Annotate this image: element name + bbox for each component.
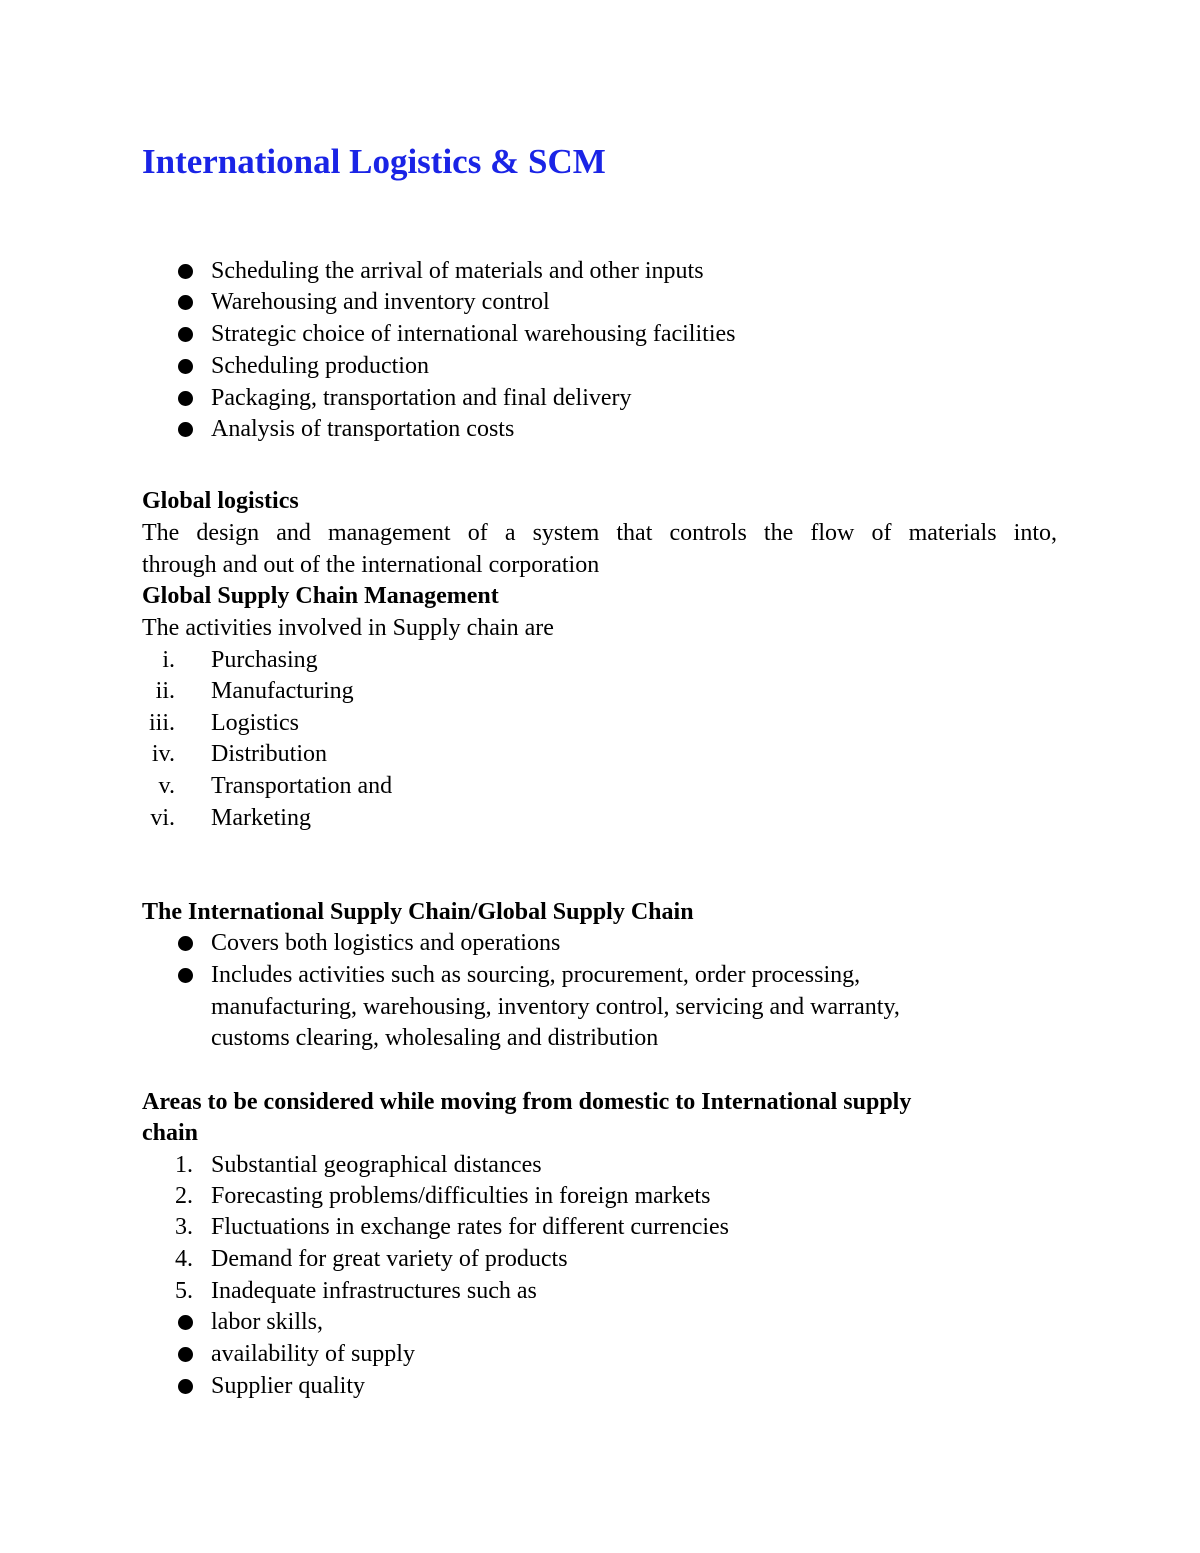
bullet-icon — [178, 968, 193, 983]
bullet-icon — [178, 264, 193, 279]
bullet-icon — [178, 327, 193, 342]
list-marker: 4. — [175, 1246, 193, 1272]
bullet-icon — [178, 936, 193, 951]
list-marker: iii. — [148, 710, 175, 736]
list-marker: 3. — [175, 1214, 193, 1240]
list-item: 3. Fluctuations in exchange rates for different currencies — [142, 1211, 1092, 1243]
list-item: Warehousing and inventory control — [142, 286, 1092, 318]
list-marker: vi. — [150, 805, 175, 831]
definition-line: through and out of the international corporation — [142, 552, 600, 578]
bullet-icon — [178, 1379, 193, 1394]
section-heading-areas-continuation: chain — [142, 1120, 199, 1146]
list-item: Supplier quality — [142, 1370, 1092, 1402]
bullet-icon — [178, 359, 193, 374]
list-marker: 5. — [175, 1278, 193, 1304]
list-marker: 1. — [175, 1152, 193, 1178]
list-item: v. Transportation and — [142, 770, 1092, 802]
list-item: Scheduling production — [142, 350, 1092, 382]
bullet-icon — [178, 391, 193, 406]
list-item: 5. Inadequate infrastructures such as — [142, 1275, 1092, 1307]
section-heading-areas: Areas to be considered while moving from domestic to International supply — [142, 1089, 912, 1115]
list-marker: i. — [162, 647, 175, 673]
list-item-continuation: customs clearing, wholesaling and distribution — [211, 1025, 659, 1051]
list-item: vi. Marketing — [142, 802, 1092, 834]
section-intro: The activities involved in Supply chain are — [142, 615, 554, 641]
bullet-icon — [178, 1347, 193, 1362]
bullet-icon — [178, 295, 193, 310]
list-marker: ii. — [155, 678, 175, 704]
list-item-continuation: manufacturing, warehousing, inventory control, servicing and warranty, — [211, 994, 900, 1020]
section-heading-gscm: Global Supply Chain Management — [142, 583, 499, 609]
list-marker: 2. — [175, 1183, 193, 1209]
section-heading-isc: The International Supply Chain/Global Supply Chain — [142, 899, 694, 925]
list-item: i. Purchasing — [142, 644, 1092, 676]
list-item: 1. Substantial geographical distances — [142, 1149, 1092, 1181]
list-item: Covers both logistics and operations — [142, 927, 1092, 959]
bullet-icon — [178, 1315, 193, 1330]
list-item: Includes activities such as sourcing, procurement, order processing, — [142, 959, 1092, 991]
list-item: labor skills, — [142, 1306, 1092, 1338]
list-marker: iv. — [151, 741, 175, 767]
list-item: 2. Forecasting problems/difficulties in foreign markets — [142, 1180, 1092, 1212]
list-item: Analysis of transportation costs — [142, 413, 1092, 445]
list-item: ii. Manufacturing — [142, 675, 1092, 707]
list-item: Scheduling the arrival of materials and other inputs — [142, 255, 1092, 287]
bullet-icon — [178, 422, 193, 437]
list-item: iii. Logistics — [142, 707, 1092, 739]
section-heading-global-logistics: Global logistics — [142, 488, 299, 514]
list-item: Strategic choice of international warehousing facilities — [142, 318, 1092, 350]
list-item: iv. Distribution — [142, 738, 1092, 770]
list-item: Packaging, transportation and final delivery — [142, 382, 1092, 414]
definition-line: The design and management of a system that controls the flow of materials into, — [142, 520, 1057, 546]
list-item: 4. Demand for great variety of products — [142, 1243, 1092, 1275]
list-marker: v. — [158, 773, 175, 799]
page-title: International Logistics & SCM — [142, 142, 606, 181]
list-item: availability of supply — [142, 1338, 1092, 1370]
